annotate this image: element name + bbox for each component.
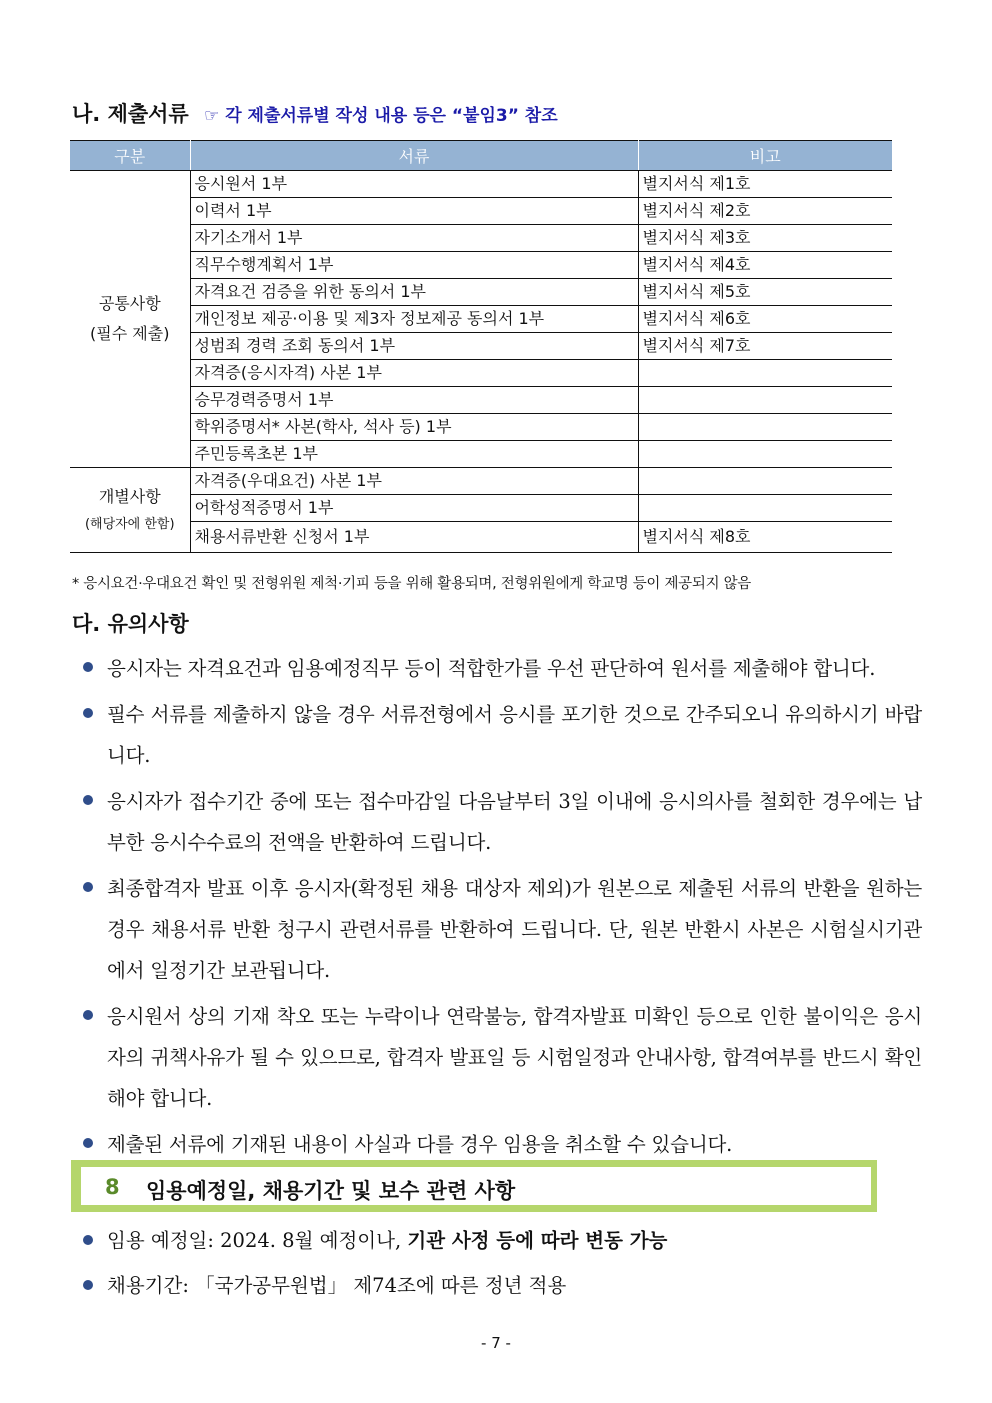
- list-item: [80, 1124, 922, 1165]
- table-row: [70, 279, 892, 306]
- doc-cell: 자격요건 검증을 위한 동의서 1부: [190, 279, 638, 306]
- list-item-text: 필수 서류를 제출하지 않을 경우 서류전형에서 응시를 포기한 것으로 간주되오니 유의하시기 바랍니다.: [107, 703, 922, 767]
- table-row: [70, 225, 892, 252]
- table-row: [70, 387, 892, 414]
- start-date-text: 임용 예정일: 2024. 8월 예정이나,: [107, 1229, 408, 1252]
- table-row: [70, 198, 892, 225]
- note-cell: 별지서식 제6호: [638, 306, 892, 333]
- group-common-sub: (필수 제출): [90, 324, 170, 343]
- section-8-title: 임용예정일, 채용기간 및 보수 관련 사항: [146, 1179, 516, 1203]
- doc-cell: 자기소개서 1부: [190, 225, 638, 252]
- bullet-icon: [83, 1235, 93, 1245]
- start-date-emphasis: 기관 사정 등에 따라 변동 가능: [407, 1229, 668, 1252]
- group-common-label: 공통사항: [98, 293, 161, 313]
- list-item: [80, 996, 922, 1119]
- page-number: - 7 -: [481, 1334, 511, 1352]
- list-item: [80, 868, 922, 991]
- employment-list: [80, 1218, 667, 1308]
- bullet-icon: [83, 1010, 93, 1020]
- doc-cell: 직무수행계획서 1부: [190, 252, 638, 279]
- section-number: 8: [105, 1175, 120, 1199]
- bullet-icon: [83, 1280, 93, 1290]
- section-title-documents: [72, 98, 558, 128]
- doc-cell: 개인정보 제공·이용 및 제3자 정보제공 동의서 1부: [190, 306, 638, 333]
- section-title-notices: 다. 유의사항: [72, 612, 189, 636]
- bullet-icon: [83, 708, 93, 718]
- doc-cell: 어학성적증명서 1부: [190, 495, 638, 522]
- table-row: [70, 171, 892, 198]
- group-common: [70, 171, 190, 468]
- doc-cell: 자격증(응시자격) 사본 1부: [190, 360, 638, 387]
- group-individual-sub: (해당자에 한함): [84, 516, 175, 532]
- table-row: [70, 360, 892, 387]
- table-row: [70, 414, 892, 441]
- table-row: [70, 495, 892, 522]
- list-item-text: 최종합격자 발표 이후 응시자(확정된 채용 대상자 제외)가 원본으로 제출된 서류의 반환을 원하는 경우 채용서류 반환 청구시 관련서류를 반환하여 드립니다. 단, 원본 반환시 사본은 시험실시기관에서 일정기간 보관됩니다.: [107, 877, 922, 982]
- list-item: [80, 781, 922, 863]
- table-header-row: [70, 141, 892, 171]
- group-individual-label: 개별사항: [98, 487, 161, 507]
- list-item: [80, 1218, 667, 1263]
- note-cell: [638, 387, 892, 414]
- note-cell: 별지서식 제1호: [638, 171, 892, 198]
- note-cell: 별지서식 제8호: [638, 522, 892, 553]
- table-row: [70, 522, 892, 553]
- note-cell: 별지서식 제3호: [638, 225, 892, 252]
- bullet-icon: [83, 662, 93, 672]
- section-8-banner: [71, 1160, 877, 1212]
- doc-cell: 응시원서 1부: [190, 171, 638, 198]
- note-cell: [638, 468, 892, 495]
- documents-table: [70, 140, 892, 553]
- list-item-text: 제출된 서류에 기재된 내용이 사실과 다를 경우 임용을 취소할 수 있습니다.: [107, 1133, 733, 1156]
- table-row: [70, 441, 892, 468]
- note-cell: [638, 360, 892, 387]
- bullet-icon: [83, 795, 93, 805]
- group-individual: [70, 468, 190, 553]
- doc-cell: 이력서 1부: [190, 198, 638, 225]
- list-item: [80, 1263, 667, 1308]
- header-remarks: 비고: [638, 141, 892, 171]
- note-cell: [638, 495, 892, 522]
- note-cell: [638, 414, 892, 441]
- note-cell: 별지서식 제5호: [638, 279, 892, 306]
- doc-cell: 주민등록초본 1부: [190, 441, 638, 468]
- table-row: [70, 252, 892, 279]
- table-footnote: * 응시요건·우대요건 확인 및 전형위원 제척·기피 등을 위해 활용되며, 전형위원에게 학교명 등이 제공되지 않음: [72, 576, 752, 592]
- bullet-icon: [83, 1138, 93, 1148]
- table-row: [70, 468, 892, 495]
- doc-cell: 학위증명서* 사본(학사, 석사 등) 1부: [190, 414, 638, 441]
- note-cell: 별지서식 제2호: [638, 198, 892, 225]
- doc-cell: 자격증(우대요건) 사본 1부: [190, 468, 638, 495]
- header-document: 서류: [190, 141, 638, 171]
- bullet-icon: [83, 882, 93, 892]
- list-item-text: 응시원서 상의 기재 착오 또는 누락이나 연락불능, 합격자발표 미확인 등으로 인한 불이익은 응시자의 귀책사유가 될 수 있으므로, 합격자 발표일 등 시험일정과 안내사항, 합격여부를 반드시 확인해야 합니다.: [107, 1005, 922, 1110]
- table-row: [70, 333, 892, 360]
- list-item: [80, 694, 922, 776]
- note-cell: 별지서식 제7호: [638, 333, 892, 360]
- table-row: [70, 306, 892, 333]
- reference-note: ☞ 각 제출서류별 작성 내용 등은 “붙임3” 참조: [204, 106, 558, 126]
- header-category: 구분: [70, 141, 190, 171]
- list-item-text: 응시자는 자격요건과 임용예정직무 등이 적합한가를 우선 판단하여 원서를 제출해야 합니다.: [107, 657, 876, 680]
- employment-period-text: 채용기간: 「국가공무원법」 제74조에 따른 정년 적용: [107, 1274, 567, 1297]
- notices-list: [80, 648, 922, 1170]
- note-cell: [638, 441, 892, 468]
- list-item: [80, 648, 922, 689]
- doc-cell: 성범죄 경력 조회 동의서 1부: [190, 333, 638, 360]
- doc-cell: 채용서류반환 신청서 1부: [190, 522, 638, 553]
- section-title-text: 나. 제출서류: [72, 102, 189, 126]
- list-item-text: 응시자가 접수기간 중에 또는 접수마감일 다음날부터 3일 이내에 응시의사를 철회한 경우에는 납부한 응시수수료의 전액을 반환하여 드립니다.: [107, 790, 922, 854]
- doc-cell: 승무경력증명서 1부: [190, 387, 638, 414]
- banner-inner: [81, 1167, 871, 1205]
- note-cell: 별지서식 제4호: [638, 252, 892, 279]
